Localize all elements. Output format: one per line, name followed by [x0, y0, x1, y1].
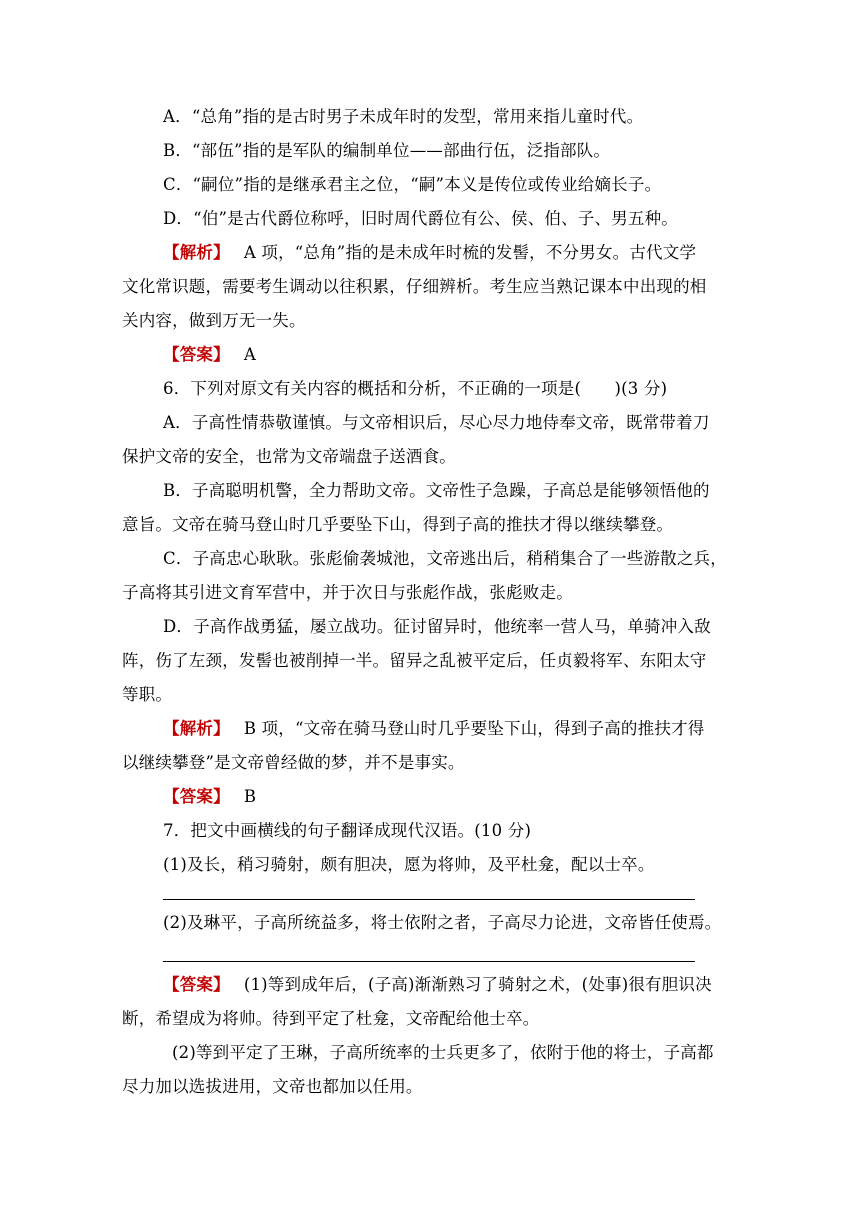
- q5-answer: [163, 344, 256, 366]
- q6-question: 6．下列对原文有关内容的概括和分析，不正确的一项是( )(3 分): [163, 379, 668, 398]
- answer-tag: 【答案】: [163, 787, 230, 806]
- q7-answer-line-1: [163, 974, 712, 996]
- q6-analysis-line-1: [163, 718, 704, 740]
- q7-answer-line-2: 断，希望成为将帅。待到平定了杜龛，文帝配给他士卒。: [122, 1009, 540, 1028]
- q5-option-b: B．“部伍”指的是军队的编制单位——部曲行伍，泛指部队。: [163, 141, 611, 160]
- q6-option-line: B．子高聪明机警，全力帮助文帝。文帝性子急躁，子高总是能够领悟他的: [163, 481, 710, 500]
- q6-analysis-line-2: 以继续攀登”是文帝曾经做的梦，并不是事实。: [122, 753, 465, 772]
- answer-blank-line-2[interactable]: [163, 961, 695, 962]
- q5-option-d: D．“伯”是古代爵位称呼，旧时周代爵位有公、侯、伯、子、男五种。: [163, 209, 678, 228]
- analysis-tag: 【解析】: [163, 243, 230, 262]
- q5-analysis-line-1: [163, 242, 696, 264]
- answer-tag: 【答案】: [163, 345, 230, 364]
- answer-value: B: [243, 787, 257, 806]
- answer-value: A: [243, 345, 256, 364]
- q5-analysis-line-3: 关内容，做到万无一失。: [122, 311, 306, 330]
- answer-tag: 【答案】: [163, 975, 230, 994]
- q6-option-line: 保护文帝的安全，也常为文帝端盘子送酒食。: [122, 447, 456, 466]
- q6-option-line: 等职。: [122, 685, 173, 704]
- q5-option-a: A．“总角”指的是古时男子未成年时的发型，常用来指儿童时代。: [163, 107, 644, 126]
- q7-sub-question-2: (2)及琳平，子高所统益多，将士依附之者，子高尽力论进，文帝皆任使焉。: [163, 913, 722, 932]
- q7-sub-question-1: (1)及长，稍习骑射，颇有胆决，愿为将帅，及平杜龛，配以士卒。: [163, 855, 655, 874]
- q6-option-line: 意旨。文帝在骑马登山时几乎要坠下山，得到子高的推扶才得以继续攀登。: [122, 515, 674, 534]
- q6-option-line: A．子高性情恭敬谨慎。与文帝相识后，尽心尽力地侍奉文帝，既常带着刀: [163, 413, 710, 432]
- analysis-tag: 【解析】: [163, 719, 230, 738]
- q5-option-c: C．“嗣位”指的是继承君主之位，“嗣”本义是传位或传业给嫡长子。: [163, 175, 662, 194]
- answer-blank-line-1[interactable]: [163, 899, 695, 900]
- q7-answer-line-3: (2)等到平定了王琳，子高所统率的士兵更多了，依附于他的将士，子高都: [172, 1043, 714, 1062]
- q5-analysis-line-2: 文化常识题，需要考生调动以往积累，仔细辨析。考生应当熟记课本中出现的相: [122, 277, 707, 296]
- answer-text: (1)等到成年后，(子高)渐渐熟习了骑射之术，(处事)很有胆识决: [243, 975, 712, 994]
- q6-option-line: C．子高忠心耿耿。张彪偷袭城池，文帝逃出后，稍稍集合了一些游散之兵，: [163, 549, 727, 568]
- q6-answer: [163, 786, 256, 808]
- q6-option-line: 阵，伤了左颈，发髻也被削掉一半。留异之乱被平定后，任贞毅将军、东阳太守: [122, 651, 707, 670]
- q6-option-line: D．子高作战勇猛，屡立战功。征讨留异时，他统率一营人马，单骑冲入敌: [163, 617, 711, 636]
- q7-question: 7．把文中画横线的句子翻译成现代汉语。(10 分): [163, 821, 532, 840]
- analysis-text: B 项，“文帝在骑马登山时几乎要坠下山，得到子高的推扶才得: [243, 719, 705, 738]
- q7-answer-line-4: 尽力加以选拔进用，文帝也都加以任用。: [122, 1077, 423, 1096]
- analysis-text: A 项，“总角”指的是未成年时梳的发髻，不分男女。古代文学: [243, 243, 697, 262]
- q6-option-line: 子高将其引进文育军营中，并于次日与张彪作战，张彪败走。: [122, 583, 573, 602]
